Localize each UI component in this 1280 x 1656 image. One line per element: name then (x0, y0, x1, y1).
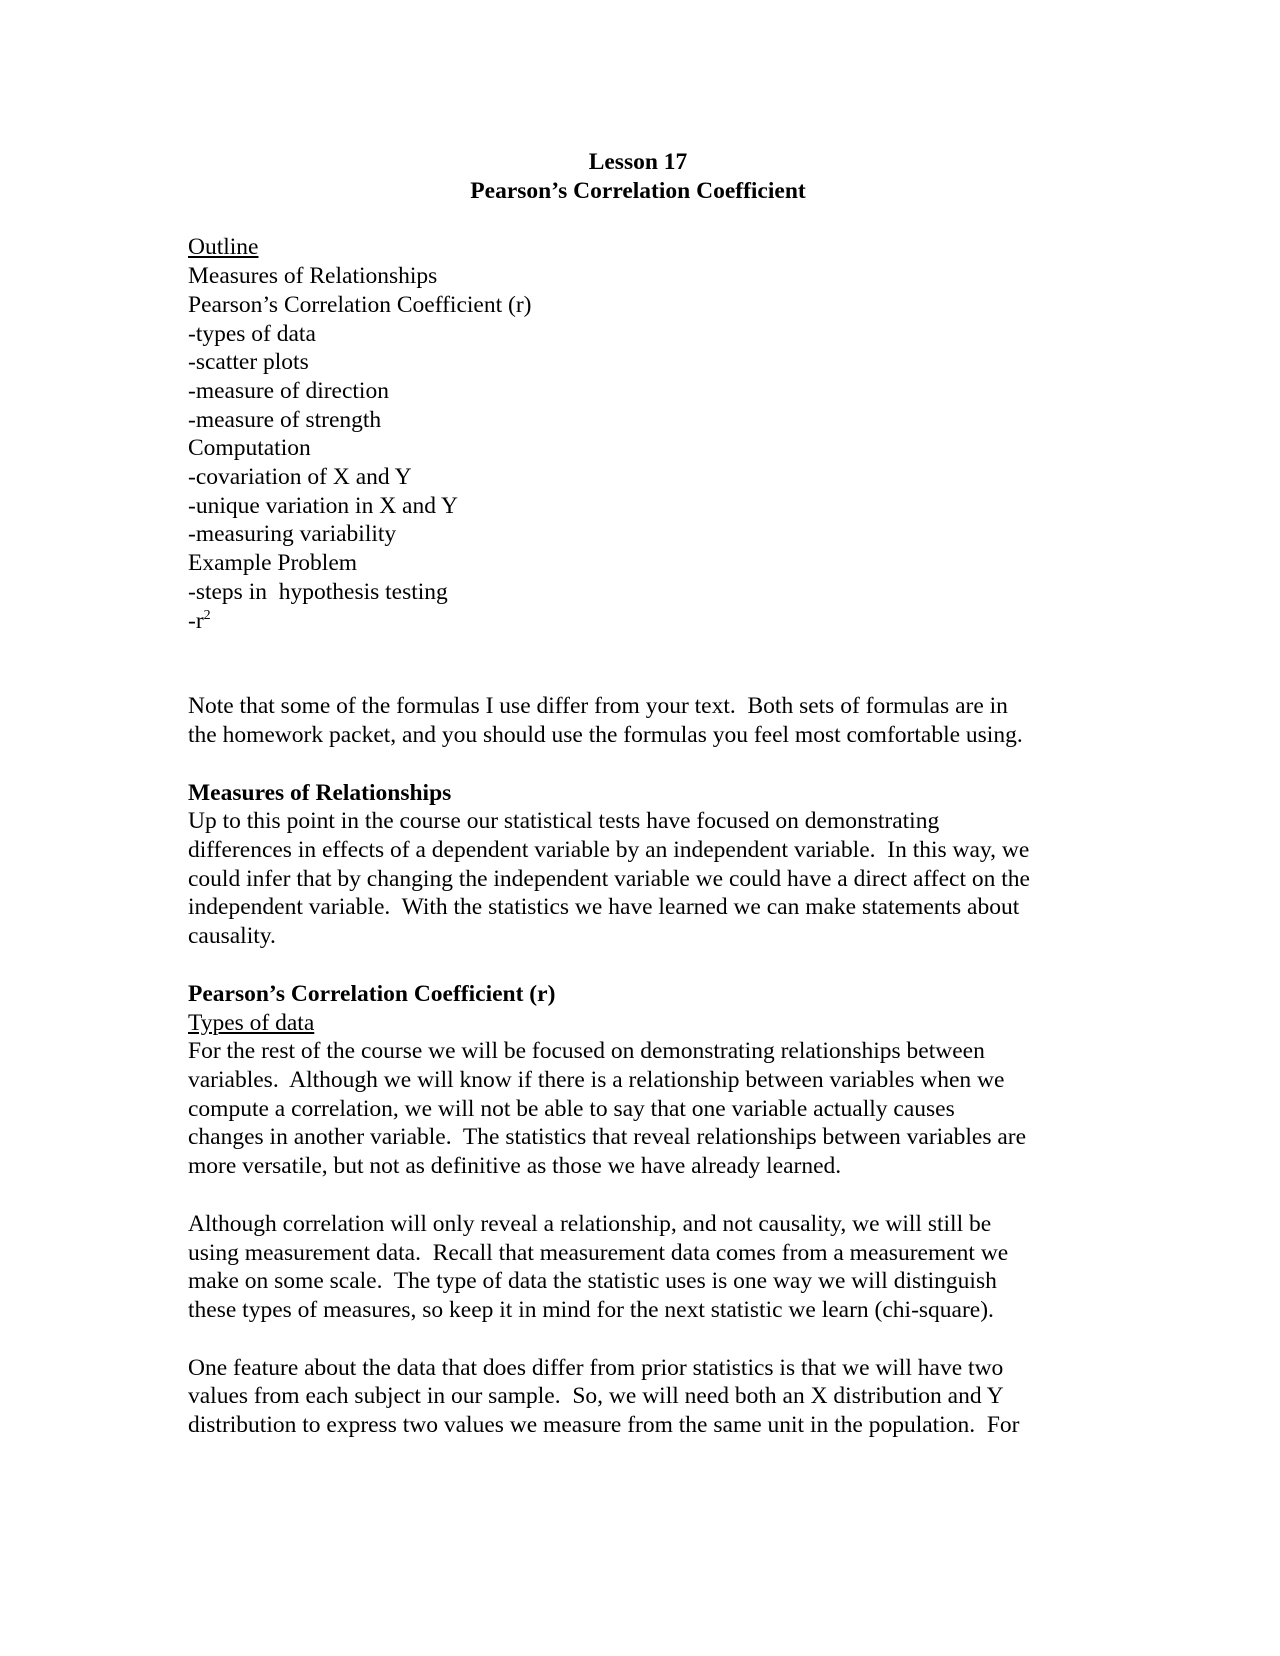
document-header (188, 148, 1088, 205)
r-squared-base: -r (188, 607, 204, 634)
section-pearsons-correlation (188, 980, 1088, 1440)
section-heading: Measures of Relationships (188, 779, 452, 806)
outline-item-r-squared (188, 607, 1088, 636)
outline-item: -scatter plots (188, 349, 309, 376)
paragraph-line: using measurement data. Recall that measurement data comes from a measurement we (188, 1239, 1009, 1266)
outline-heading: Outline (188, 234, 259, 261)
paragraph-line: compute a correlation, we will not be able to say that one variable actually causes (188, 1095, 955, 1122)
section-heading: Pearson’s Correlation Coefficient (r) (188, 980, 556, 1007)
paragraph-line: could infer that by changing the independent variable we could have a direct affect on the (188, 865, 1030, 892)
outline-item: -types of data (188, 320, 316, 347)
outline-item: -measure of strength (188, 406, 382, 433)
paragraph-line: For the rest of the course we will be focused on demonstrating relationships between (188, 1038, 985, 1065)
paragraph-line: values from each subject in our sample. So, we will need both an X distribution and Y (188, 1383, 1004, 1410)
outline-item: -covariation of X and Y (188, 464, 412, 491)
note-paragraph (188, 692, 1088, 749)
paragraph-line: changes in another variable. The statistics that reveal relationships between variables are (188, 1124, 1027, 1151)
outline-item: Measures of Relationships (188, 263, 438, 290)
paragraph-line: make on some scale. The type of data the statistic uses is one way we will distinguish (188, 1268, 997, 1295)
paragraph-line: distribution to express two values we measure from the same unit in the population. For (188, 1412, 1020, 1439)
paragraph-line: these types of measures, so keep it in mind for the next statistic we learn (chi-square). (188, 1296, 994, 1323)
note-line: the homework packet, and you should use the formulas you feel most comfortable using. (188, 721, 1023, 748)
lesson-number: Lesson 17 (588, 149, 688, 175)
outline-item: Example Problem (188, 550, 358, 577)
paragraph-line: variables. Although we will know if there is a relationship between variables when we (188, 1066, 1005, 1093)
section-measures-of-relationships (188, 779, 1088, 951)
outline-section (188, 233, 1088, 635)
paragraph-line: Although correlation will only reveal a relationship, and not causality, we will still be (188, 1210, 992, 1237)
outline-item: -measure of direction (188, 377, 389, 404)
paragraph-line: Up to this point in the course our statistical tests have focused on demonstrating (188, 808, 940, 835)
outline-item: Pearson’s Correlation Coefficient (r) (188, 291, 532, 318)
paragraph-line: causality. (188, 923, 276, 950)
lesson-title: Pearson’s Correlation Coefficient (470, 177, 806, 204)
outline-item: -steps in hypothesis testing (188, 578, 448, 605)
r-squared-exponent: 2 (203, 607, 211, 623)
paragraph-line: differences in effects of a dependent variable by an independent variable. In this way, we (188, 837, 1030, 864)
paragraph-line: One feature about the data that does differ from prior statistics is that we will have two (188, 1354, 1004, 1381)
outline-item: -measuring variability (188, 521, 397, 548)
note-line: Note that some of the formulas I use differ from your text. Both sets of formulas are in (188, 693, 1008, 720)
paragraph-line: more versatile, but not as definitive as those we have already learned. (188, 1153, 842, 1180)
outline-item: -unique variation in X and Y (188, 492, 458, 519)
paragraph-line: independent variable. With the statistics we have learned we can make statements about (188, 894, 1020, 921)
subsection-heading: Types of data (188, 1009, 315, 1036)
outline-item: Computation (188, 435, 311, 462)
document-page (188, 148, 1088, 1440)
